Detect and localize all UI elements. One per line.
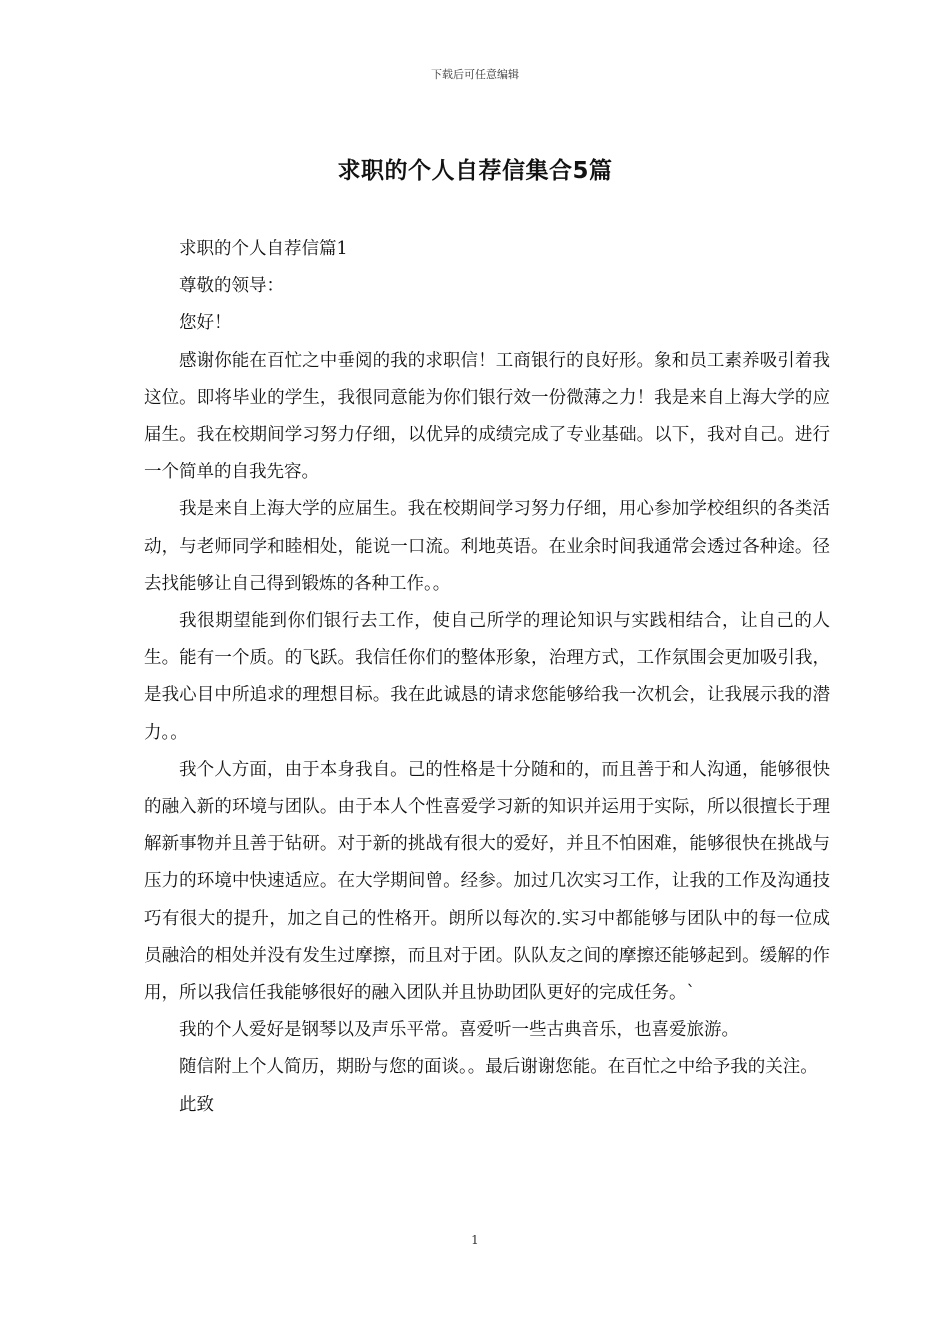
page-header: 下载后可任意编辑 <box>431 68 519 81</box>
paragraph-motivation: 我很期望能到你们银行去工作，使自己所学的理论知识与实践相结合，让自己的人生。能有一个质。的飞跃。我信任你们的整体形象，治理方式，工作氛围会更加吸引我，是我心目中所追求的理想目标。我在此诚恳的请求您能够给我一次机会，让我展示我的潜力。。 <box>144 611 830 743</box>
paragraph-salutation: 尊敬的领导： <box>179 276 284 297</box>
paragraph-intro: 感谢你能在百忙之中垂阅的我的求职信！工商银行的良好形。象和员工素养吸引着我这位。即将毕业的学生，我很同意能为你们银行效一份微薄之力！我是来自上海大学的应届生。我在校期间学习努力仔细，以优异的成绩完成了专业基础。以下，我对自己。进行一个简单的自我先容。 <box>144 350 830 483</box>
page-number: 1 <box>471 1233 479 1247</box>
paragraph-closing: 随信附上个人简历，期盼与您的面谈。。最后谢谢您能。在百忙之中给予我的关注。 <box>179 1057 818 1078</box>
document-body <box>144 231 830 1124</box>
paragraph-sign-off: 此致 <box>179 1094 214 1115</box>
paragraph-education: 我是来自上海大学的应届生。我在校期间学习努力仔细，用心参加学校组织的各类活动，与老师同学和睦相处，能说一口流。利地英语。在业余时间我通常会透过各种途。径去找能够让自己得到锻炼的各种工作。。 <box>144 499 830 594</box>
paragraph-personality: 我个人方面，由于本身我自。己的性格是十分随和的，而且善于和人沟通，能够很快的融入新的环境与团队。由于本人个性喜爱学习新的知识并运用于实际，所以很擅长于理解新事物并且善于钻研。对于新的挑战有很大的爱好，并且不怕困难，能够很快在挑战与压力的环境中快速适应。在大学期间曾。经参。加过几次实习工作，让我的工作及沟通技巧有很大的提升，加之自己的性格开。朗所以每次的.实习中都能够与团队中的每一位成员融洽的相处并没有发生过摩擦，而且对于团。队队友之间的摩擦还能够起到。缓解的作用，所以我信任我能够很好的融入团队并且协助团队更好的完成任务。` <box>144 759 830 1004</box>
paragraph-greeting: 您好！ <box>179 313 232 334</box>
paragraph-hobbies: 我的个人爱好是钢琴以及声乐平常。喜爱听一些古典音乐，也喜爱旅游。 <box>179 1020 739 1041</box>
document-title: 求职的个人自荐信集合5篇 <box>337 158 613 184</box>
paragraph-heading: 求职的个人自荐信篇1 <box>179 239 348 259</box>
